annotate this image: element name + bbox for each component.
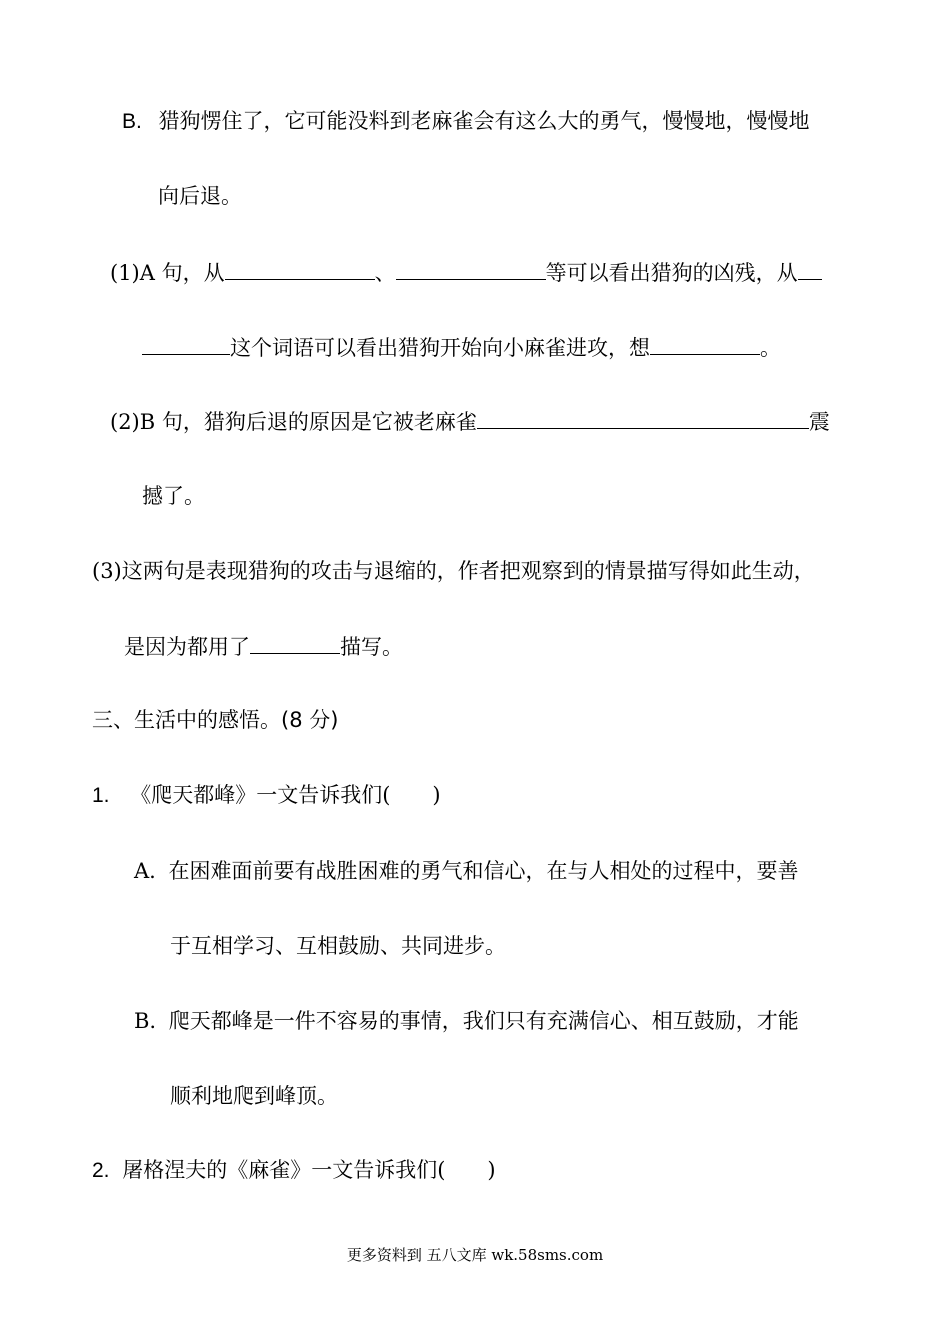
answer-blank[interactable]: [798, 257, 822, 280]
section3-q1-option-b-line2: 顺利地爬到峰顶。: [170, 1084, 338, 1108]
section3-question-1: [92, 780, 441, 811]
option-b-line1: [122, 106, 810, 137]
option-text: 猎狗愣住了，它可能没料到老麻雀会有这么大的勇气，慢慢地，慢慢地: [158, 109, 810, 133]
section3-question-2: [92, 1155, 496, 1186]
question-1-line2: [142, 332, 781, 363]
question-number: 1.: [92, 784, 110, 807]
answer-blank[interactable]: [142, 332, 230, 355]
question-text: 描写。: [340, 635, 403, 659]
separator: 、: [374, 261, 396, 285]
question-1-line1: [110, 257, 822, 288]
question-text: 是因为都用了: [124, 635, 250, 659]
question-text: 《爬天都峰》一文告诉我们( ): [130, 783, 441, 807]
option-label: B.: [134, 1009, 157, 1033]
answer-blank[interactable]: [225, 257, 375, 280]
section-heading: 三、生活中的感悟。(8 分): [92, 708, 339, 732]
question-2-line1: [110, 406, 830, 437]
option-label: B.: [122, 110, 142, 133]
section3-q1-option-a-line1: [134, 856, 799, 886]
option-text: 爬天都峰是一件不容易的事情，我们只有充满信心、相互鼓励，才能: [168, 1009, 799, 1033]
question-text: 这个词语可以看出猎狗开始向小麻雀进攻，想: [230, 336, 650, 360]
question-3-line2: [124, 631, 403, 662]
question-text: (2)B 句，猎狗后退的原因是它被老麻雀: [110, 410, 477, 434]
section3-q1-option-a-line2: 于互相学习、互相鼓励、共同进步。: [170, 934, 506, 958]
question-2-line2: 撼了。: [142, 484, 205, 508]
question-text: 屠格涅夫的《麻雀》一文告诉我们( ): [122, 1158, 496, 1182]
answer-blank[interactable]: [650, 332, 760, 355]
question-number: 2.: [92, 1159, 110, 1182]
question-text: (1)A 句，从: [110, 261, 225, 285]
answer-blank[interactable]: [396, 257, 546, 280]
question-text: 震: [808, 410, 830, 434]
answer-blank[interactable]: [250, 631, 340, 654]
question-3-line1: (3)这两句是表现猎狗的攻击与退缩的，作者把观察到的情景描写得如此生动，: [92, 559, 815, 583]
page-footer: 更多资料到 五八文库 wk.58sms.com: [346, 1246, 604, 1264]
question-end: 。: [760, 336, 781, 360]
option-text: 在困难面前要有战胜困难的勇气和信心，在与人相处的过程中，要善: [168, 859, 799, 883]
answer-blank[interactable]: [477, 406, 809, 429]
section3-q1-option-b-line1: [134, 1006, 799, 1036]
option-b-line2: 向后退。: [158, 184, 242, 208]
option-label: A.: [134, 859, 156, 883]
question-text: 等可以看出猎狗的凶残，从: [545, 261, 798, 285]
